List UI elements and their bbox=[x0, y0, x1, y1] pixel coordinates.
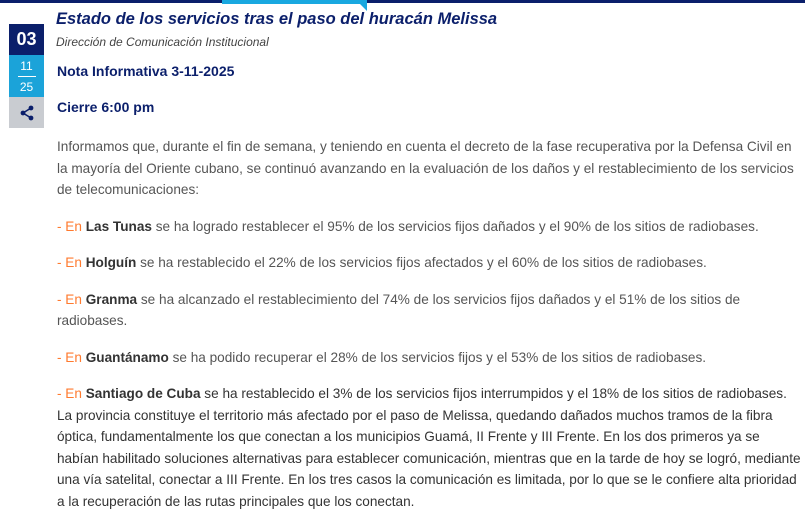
item-text: se ha podido recuperar el 28% de los servicios fijos y el 53% de los sitios de radiobases. bbox=[168, 349, 707, 365]
date-month-year bbox=[9, 55, 44, 97]
list-item bbox=[57, 347, 802, 369]
province-name: Las Tunas bbox=[85, 218, 152, 234]
share-icon bbox=[19, 105, 35, 121]
list-item bbox=[57, 383, 802, 512]
article-body bbox=[57, 136, 802, 527]
province-name: Guantánamo bbox=[85, 349, 169, 365]
note-heading: Nota Informativa 3-11-2025 bbox=[57, 63, 235, 79]
item-text: se ha restablecido el 3% de los servicios fijos interrumpidos y el 18% de los sitios de radiobases. La provincia constituye el territorio más afectado por el paso de Melissa, quedando dañados muchos tramos de la fibra óptica, fundamentalmente los que conectan a los municipios Guamá, II Frente y III Frente. En los dos primeros ya se habían habilitado soluciones alternativas para establecer comunicación, mientras que en la tarde de hoy se logró, mediante una vía satelital, conectar a III Frente. En los tres casos la comunicación es limitada, por lo que se le confiere alta prioridad a la recuperación de las rutas principales que los conectan. bbox=[57, 386, 801, 509]
date-box bbox=[9, 24, 44, 128]
department-name: Dirección de Comunicación Institucional bbox=[56, 35, 269, 49]
date-year: 25 bbox=[19, 79, 34, 94]
share-button[interactable] bbox=[9, 97, 44, 128]
item-dash: - En bbox=[57, 386, 86, 401]
item-dash: - En bbox=[57, 349, 86, 365]
top-bar-accent bbox=[222, 0, 367, 4]
item-text: se ha restablecido el 22% de los servicios fijos afectados y el 60% de los sitios de radiobases. bbox=[136, 255, 707, 270]
page-title: Estado de los servicios tras el paso del huracán Melissa bbox=[56, 10, 498, 28]
item-text: se ha alcanzado el restablecimiento del 74% de los servicios fijos dañados y el 51% de los sitios de radiobases. bbox=[57, 291, 741, 328]
closing-time: Cierre 6:00 pm bbox=[57, 99, 155, 115]
item-text: se ha logrado restablecer el 95% de los servicios fijos dañados y el 90% de los sitios de radiobases. bbox=[151, 218, 759, 234]
item-dash: - En bbox=[57, 255, 86, 270]
province-name: Granma bbox=[85, 291, 138, 307]
list-item bbox=[57, 216, 802, 238]
province-name: Santiago de Cuba bbox=[85, 386, 201, 401]
province-name: Holguín bbox=[85, 255, 137, 270]
top-bar bbox=[0, 0, 805, 3]
item-dash: - En bbox=[57, 218, 86, 234]
list-item bbox=[57, 252, 802, 274]
date-separator bbox=[18, 76, 36, 77]
item-dash: - En bbox=[57, 291, 86, 307]
date-month: 11 bbox=[20, 58, 33, 73]
intro-paragraph: Informamos que, durante el fin de semana, y teniendo en cuenta el decreto de la fase recuperativa por la Defensa Civil en la mayoría del Oriente cubano, se continuó avanzando en la evaluación de los daños y el restablecimiento de los servicios de telecomunicaciones: bbox=[57, 139, 794, 197]
date-day: 03 bbox=[9, 24, 44, 55]
list-item bbox=[57, 289, 802, 332]
